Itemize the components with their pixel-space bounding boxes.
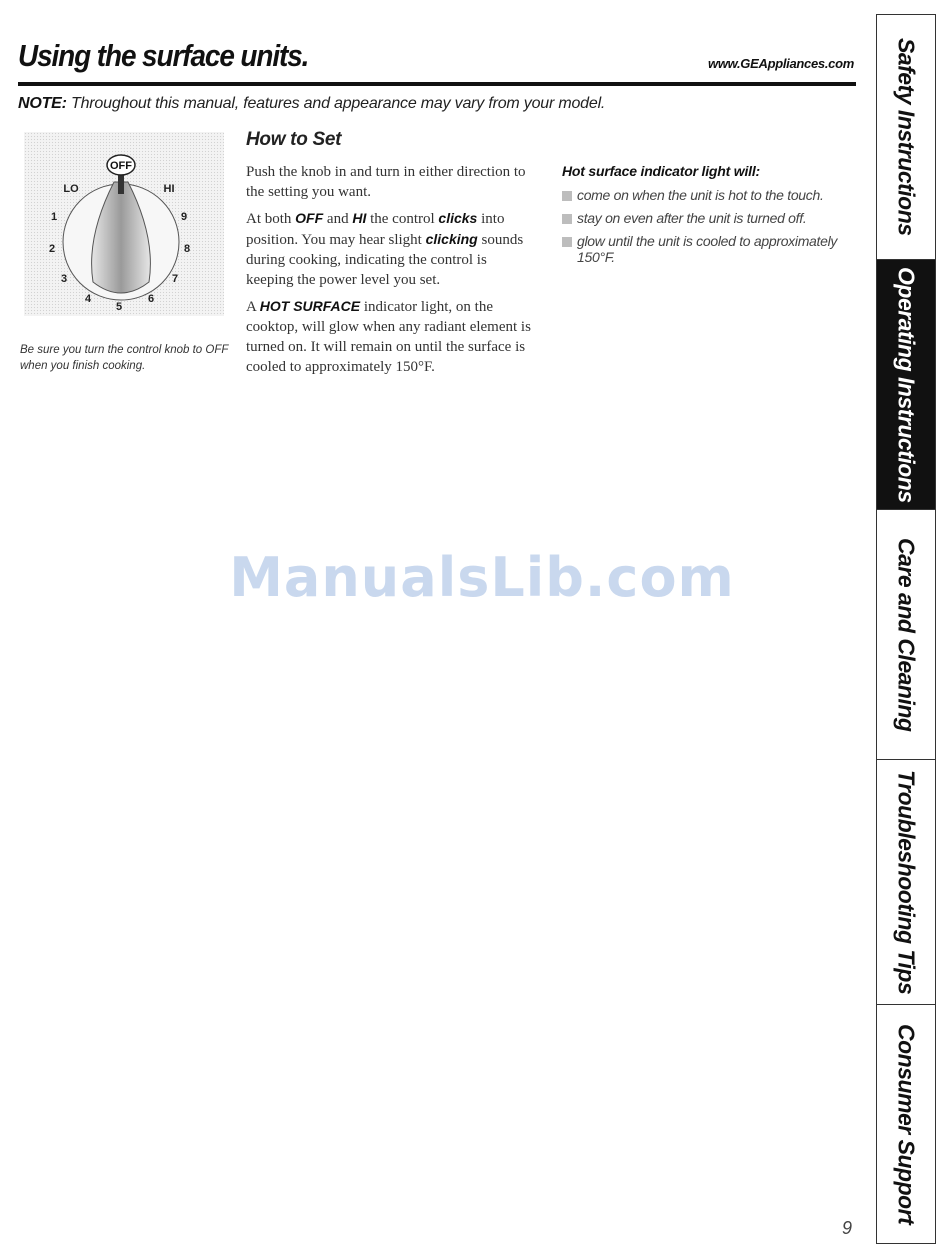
- list-item-text: stay on even after the unit is turned off.: [577, 210, 807, 226]
- knob-number-5: 5: [115, 301, 123, 313]
- bullet-square-icon: [562, 237, 572, 247]
- term-clicking: clicking: [425, 231, 478, 247]
- section-tabs: [876, 14, 936, 1244]
- text-run: At both: [246, 211, 296, 227]
- tab-troubleshooting-tips[interactable]: [877, 760, 935, 1005]
- how-to-set-heading: How to Set: [246, 129, 342, 150]
- text-run: the control: [366, 211, 439, 227]
- list-item: [562, 187, 852, 203]
- text-run: A: [246, 299, 260, 315]
- tab-label: Consumer Support: [893, 1023, 920, 1225]
- term-hi: HI: [352, 210, 367, 226]
- tab-label: Safety Instructions: [893, 38, 920, 236]
- paragraph-hot-surface: [246, 296, 531, 377]
- tab-consumer-support[interactable]: [877, 1005, 935, 1243]
- note: [18, 95, 605, 113]
- note-text: Throughout this manual, features and appearance may vary from your model.: [71, 95, 606, 112]
- knob-number-7: 7: [171, 273, 179, 285]
- bullet-square-icon: [562, 191, 572, 201]
- page-title: Using the surface units.: [18, 38, 309, 73]
- knob-number-4: 4: [84, 293, 92, 305]
- knob-hi-label: HI: [163, 183, 175, 195]
- bullet-square-icon: [562, 214, 572, 224]
- term-clicks: clicks: [438, 210, 478, 226]
- hot-surface-list: [562, 187, 852, 272]
- knob-number-2: 2: [48, 243, 56, 255]
- tab-label: Troubleshooting Tips: [893, 769, 920, 995]
- tab-label: Operating Instructions: [893, 266, 920, 503]
- page-number: 9: [842, 1218, 853, 1238]
- knob-number-6: 6: [147, 293, 155, 305]
- website-url: www.GEAppliances.com: [708, 56, 854, 71]
- text-run: into position. You may hear slight: [246, 211, 505, 248]
- list-item: [562, 233, 852, 265]
- text-run: indicator light, on the cooktop, will glow when any radiant element is turned on. It will remain on until the surface is cooled to approximately 150°F.: [246, 299, 531, 375]
- tab-care-and-cleaning[interactable]: [877, 510, 935, 760]
- figure-caption: Be sure you turn the control knob to OFF when you finish cooking.: [20, 344, 229, 372]
- list-item-text: glow until the unit is cooled to approximately 150°F.: [577, 233, 838, 265]
- watermark: ManualsLib.com: [229, 546, 735, 609]
- knob-number-1: 1: [50, 211, 58, 223]
- knob-number-8: 8: [183, 243, 191, 255]
- tab-label: Care and Cleaning: [893, 537, 920, 732]
- paragraph-push-knob: Push the knob in and turn in either direction to the setting you want.: [246, 164, 526, 200]
- list-item: [562, 210, 852, 226]
- control-knob-illustration: [24, 132, 224, 316]
- hot-surface-heading: Hot surface indicator light will:: [562, 163, 760, 179]
- knob-number-3: 3: [60, 273, 68, 285]
- control-knob-icon: [24, 132, 224, 316]
- knob-off-label: OFF: [110, 160, 132, 172]
- note-label: NOTE:: [18, 95, 67, 112]
- tab-safety-instructions[interactable]: [877, 15, 935, 260]
- title-rule: [18, 82, 856, 86]
- paragraph-clicks: [246, 208, 531, 290]
- knob-lo-label: LO: [63, 183, 79, 195]
- text-run: sounds during cooking, indicating the control is keeping the power level you set.: [246, 232, 524, 288]
- term-hot-surface: HOT SURFACE: [259, 298, 361, 314]
- list-item-text: come on when the unit is hot to the touch.: [577, 187, 824, 203]
- knob-number-9: 9: [180, 211, 188, 223]
- how-to-set-body: [246, 162, 531, 383]
- tab-operating-instructions[interactable]: [877, 260, 935, 510]
- text-run: and: [323, 211, 353, 227]
- term-off: OFF: [295, 210, 324, 226]
